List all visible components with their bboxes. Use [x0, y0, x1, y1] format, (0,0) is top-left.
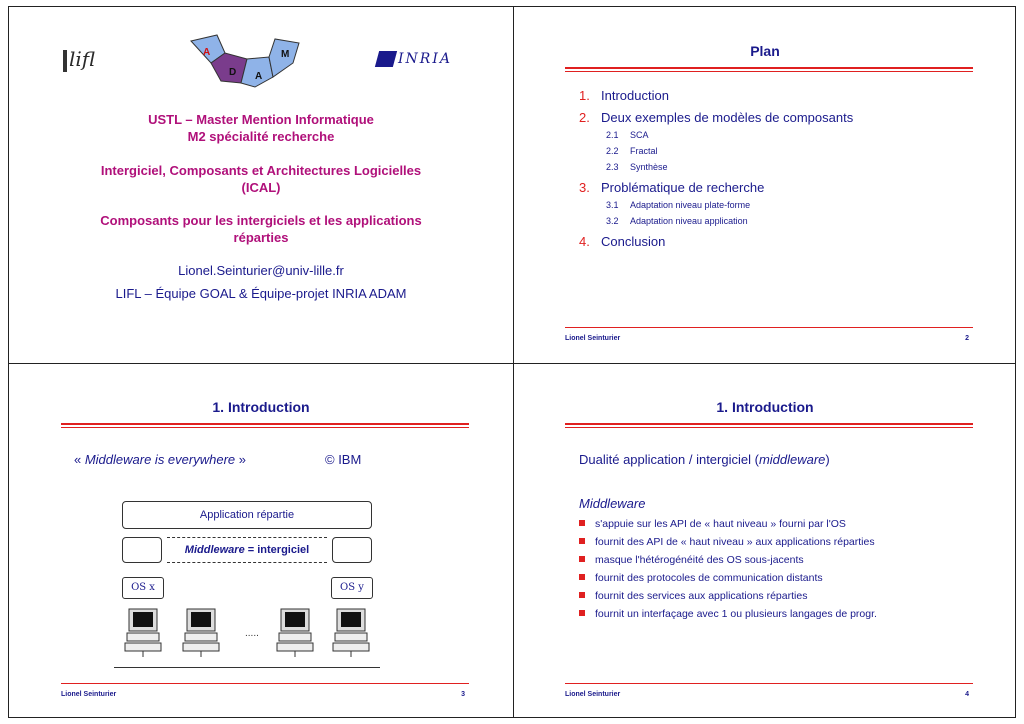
adam-puzzle-logo	[181, 33, 311, 89]
course-line-5: Composants pour les intergiciels et les applications	[100, 213, 422, 228]
footer-author: Lionel Seinturier	[61, 691, 117, 698]
footer-page-number: 3	[461, 691, 465, 698]
course-line-2: M2 spécialité recherche	[187, 129, 335, 144]
title-rule	[565, 423, 973, 425]
course-line-3: Intergiciel, Composants et Architectures Logicielles	[100, 163, 422, 178]
plan-subitem: 2.3 Synthèse	[606, 162, 668, 172]
bullet-item: fournit des API de « haut niveau » aux applications réparties	[579, 533, 877, 551]
os-x-box: OS x	[122, 577, 164, 599]
plan-list	[579, 83, 853, 251]
bullet-item: fournit des services aux applications réparties	[579, 587, 877, 605]
footer-rule	[565, 327, 973, 328]
plan-subitem: 2.2 Fractal	[606, 146, 658, 156]
plan-subitem: 3.2 Adaptation niveau application	[606, 216, 748, 226]
middleware-bullets	[579, 515, 877, 623]
title-rule-thin	[565, 427, 973, 428]
title-rule	[565, 67, 973, 69]
bullet-item: s'appuie sur les API de « haut niveau » fourni par l'OS	[579, 515, 877, 533]
footer-rule	[565, 683, 973, 684]
ellipsis-dots: .....	[245, 628, 259, 639]
bullet-item: masque l'hétérogénéité des OS sous-jacents	[579, 551, 877, 569]
lifl-logo: lifl	[63, 47, 95, 72]
footer-rule	[61, 683, 469, 684]
plan-item: 1. Introduction	[579, 88, 669, 103]
course-line-6: réparties	[233, 230, 289, 245]
footer-author: Lionel Seinturier	[565, 691, 621, 698]
course-line-4: (ICAL)	[241, 180, 281, 195]
slide-1-title	[9, 7, 513, 363]
slide-title: 1. Introduction	[716, 399, 814, 415]
bullet-square-icon	[579, 610, 585, 616]
mw-right-box	[332, 537, 372, 563]
title-rule-thin	[565, 71, 973, 72]
os-y-box: OS y	[331, 577, 373, 599]
ibm-quote: « Middleware is everywhere »	[74, 452, 246, 467]
plan-item: 4. Conclusion	[579, 234, 666, 249]
bullet-item: fournit un interfaçage avec 1 ou plusieurs langages de progr.	[579, 605, 877, 623]
inria-logo: INRIA	[377, 51, 452, 67]
slide-title: Plan	[750, 43, 780, 59]
bullet-square-icon	[579, 538, 585, 544]
handout-sheet	[8, 6, 1016, 718]
course-line-1: USTL – Master Mention Informatique	[148, 112, 374, 127]
computer-icon	[275, 607, 315, 657]
plan-subitem: 2.1 SCA	[606, 130, 649, 140]
bullet-square-icon	[579, 556, 585, 562]
inria-mark-icon	[375, 51, 397, 67]
puzzle-letter-m: M	[281, 49, 290, 60]
puzzle-letter-d: D	[229, 67, 237, 78]
plan-subitem: 3.1 Adaptation niveau plate-forme	[606, 200, 751, 210]
computer-icon	[331, 607, 371, 657]
bullet-item: fournit des protocoles de communication distants	[579, 569, 877, 587]
plan-item: 2. Deux exemples de modèles de composants	[579, 110, 854, 125]
title-rule-thin	[61, 427, 469, 428]
mw-left-box	[122, 537, 162, 563]
app-layer-box: Application répartie	[122, 501, 372, 529]
title-rule	[61, 423, 469, 425]
footer-page-number: 2	[965, 335, 969, 342]
bullet-square-icon	[579, 592, 585, 598]
author-affiliation: LIFL – Équipe GOAL & Équipe-projet INRIA ADAM	[115, 286, 407, 301]
duality-heading: Dualité application / intergiciel (middleware)	[579, 452, 830, 467]
slide-title: 1. Introduction	[212, 399, 310, 415]
puzzle-letter-a2: A	[255, 71, 263, 82]
slide-3-introduction	[9, 363, 513, 719]
ibm-copyright: © IBM	[325, 452, 362, 467]
network-line	[114, 667, 380, 668]
plan-item: 3. Problématique de recherche	[579, 180, 765, 195]
bullet-square-icon	[579, 520, 585, 526]
middleware-subheading: Middleware	[579, 496, 646, 511]
computer-icon	[181, 607, 221, 657]
footer-author: Lionel Seinturier	[565, 335, 621, 342]
footer-page-number: 4	[965, 691, 969, 698]
middleware-layer: Middleware = intergiciel	[167, 537, 327, 563]
puzzle-letter-a1: A	[203, 47, 211, 58]
bullet-square-icon	[579, 574, 585, 580]
author-email: Lionel.Seinturier@univ-lille.fr	[178, 263, 344, 278]
slide-2-plan	[513, 7, 1017, 363]
slide-4-introduction	[513, 363, 1017, 719]
computer-icon	[123, 607, 163, 657]
